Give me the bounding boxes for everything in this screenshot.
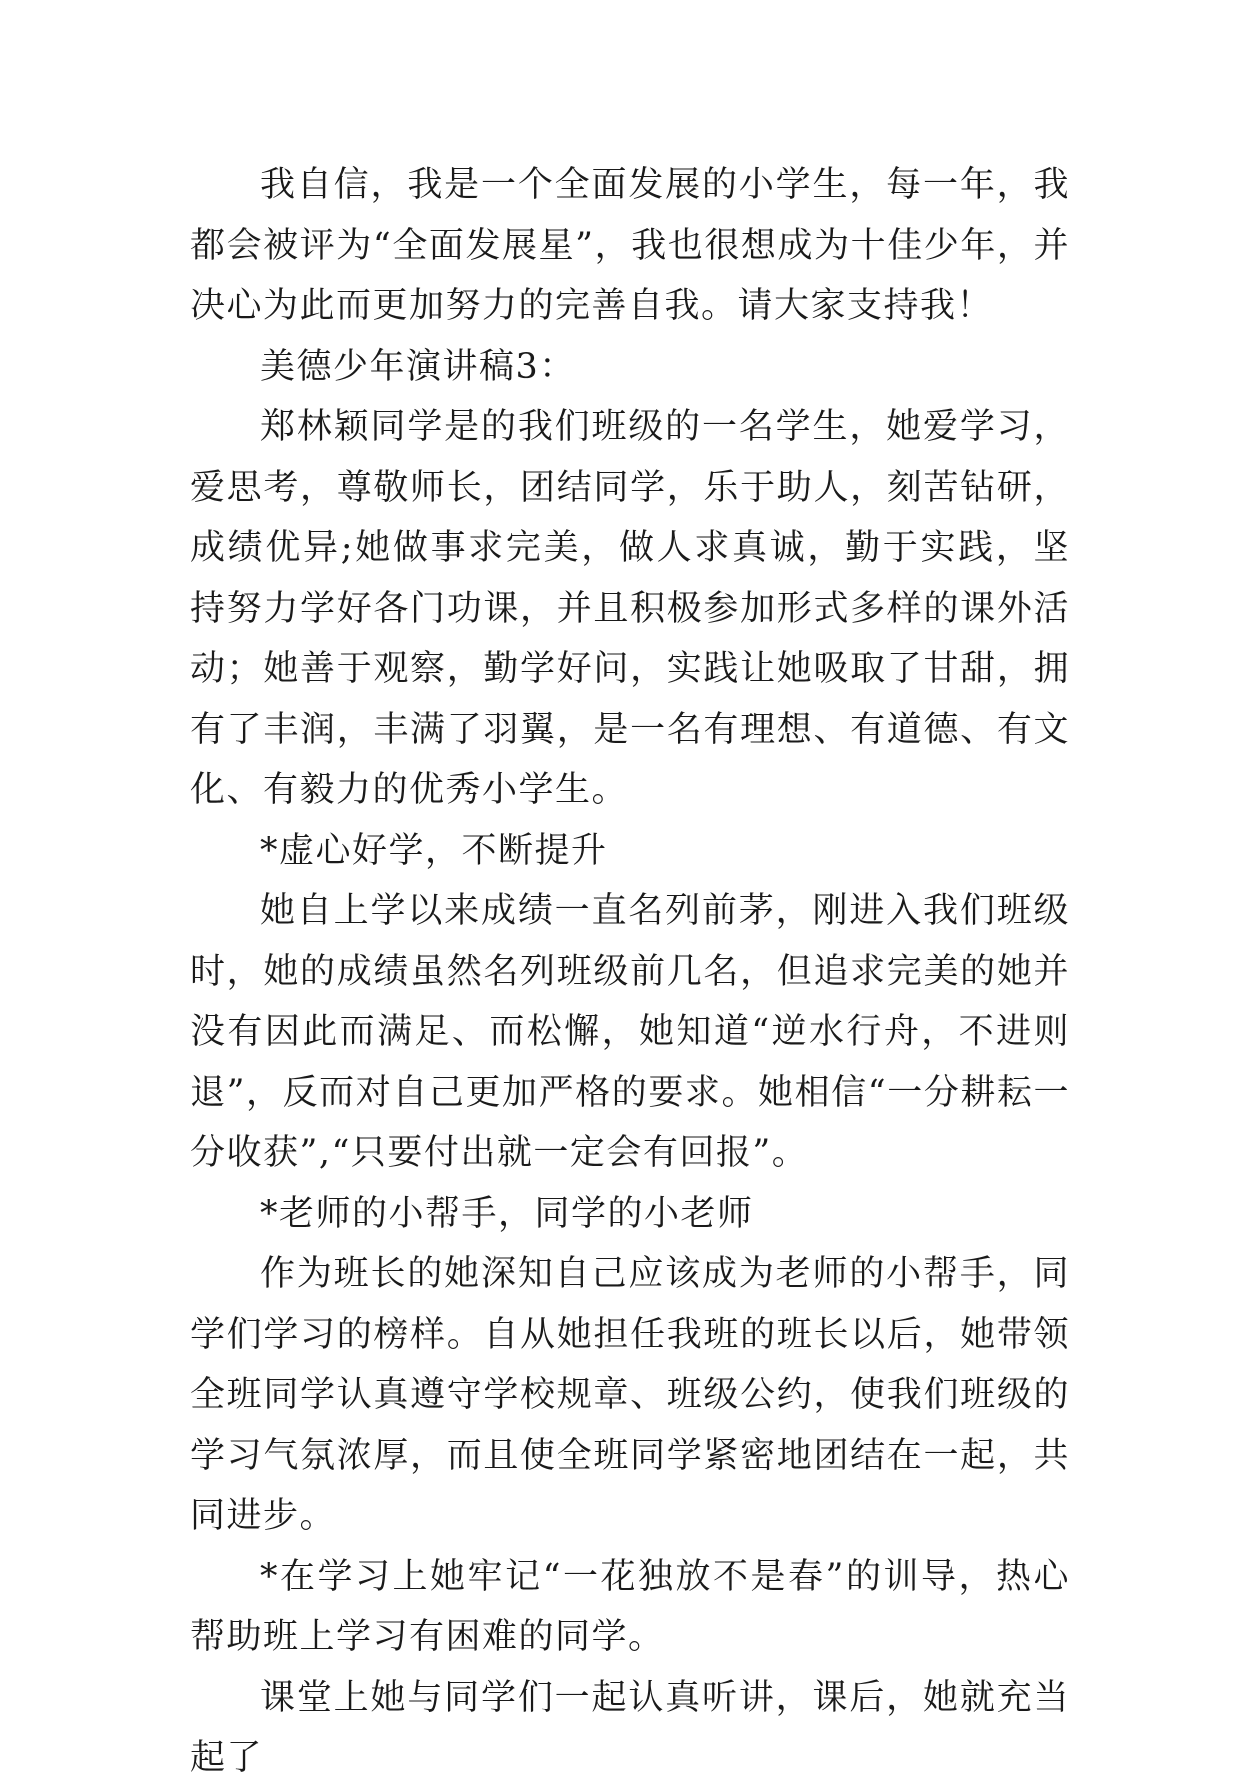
document-body <box>190 155 1070 1789</box>
paragraph-self-confidence: 我自信，我是一个全面发展的小学生，每一年，我都会被评为“全面发展星”，我也很想成为十佳少年，并决心为此而更加努力的完善自我。请大家支持我！ <box>190 165 1070 326</box>
paragraph-in-class: 课堂上她与同学们一起认真听讲，课后，她就充当起了 <box>190 1677 1070 1778</box>
paragraph-student-intro: 郑林颖同学是的我们班级的一名学生，她爱学习，爱思考，尊敬师长，团结同学，乐于助人，刻苦钻研，成绩优异;她做事求完美，做人求真诚，勤于实践，坚持努力学好各门功课，并且积极参加形式多样的课外活动；她善于观察，勤学好问，实践让她吸取了甘甜，拥有了丰润，丰满了羽翼，是一名有理想、有道德、有文化、有毅力的优秀小学生。 <box>190 407 1070 810</box>
section-heading-speech-3: 美德少年演讲稿3： <box>260 346 576 387</box>
subheading-modest-learning: *虚心好学，不断提升 <box>260 830 608 871</box>
paragraph-academic-record: 她自上学以来成绩一直名列前茅，刚进入我们班级时，她的成绩虽然名列班级前几名，但追求完美的她并没有因此而满足、而松懈，她知道“逆水行舟，不进则退”，反而对自己更加严格的要求。她相信“一分耕耘一分收获”,“只要付出就一定会有回报”。 <box>190 891 1070 1173</box>
subheading-teacher-helper: *老师的小帮手，同学的小老师 <box>260 1193 754 1234</box>
paragraph-helping-classmates: *在学习上她牢记“一花独放不是春”的训导，热心帮助班上学习有困难的同学。 <box>190 1556 1070 1657</box>
paragraph-class-monitor: 作为班长的她深知自己应该成为老师的小帮手，同学们学习的榜样。自从她担任我班的班长以后，她带领全班同学认真遵守学校规章、班级公约，使我们班级的学习气氛浓厚，而且使全班同学紧密地团结在一起，共同进步。 <box>190 1254 1070 1536</box>
